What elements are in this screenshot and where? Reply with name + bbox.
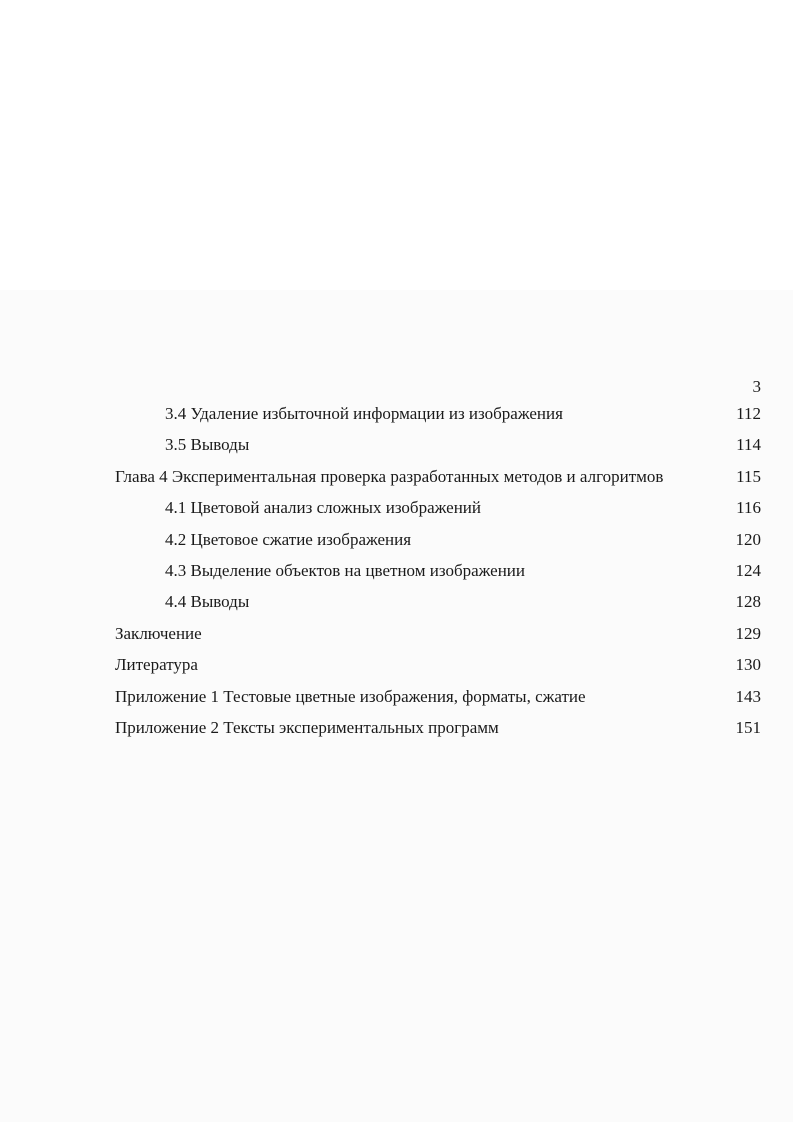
toc-entry-title: 3.4 Удаление избыточной информации из изображения: [165, 404, 563, 423]
toc-entry: [0, 496, 793, 527]
toc-entry-page: 114: [736, 435, 761, 455]
toc-entry-page: 143: [735, 686, 761, 706]
toc-entry-page: 120: [735, 529, 761, 549]
toc-entry-page: 129: [735, 623, 761, 643]
toc-entry: [0, 716, 793, 747]
toc-entry: [0, 528, 793, 559]
toc-entry-title: Глава 4 Экспериментальная проверка разработанных методов и алгоритмов: [115, 466, 664, 486]
toc-entry: [0, 465, 793, 496]
toc-entry-title: 4.2 Цветовое сжатие изображения: [165, 529, 412, 549]
toc-entry-title: 3.5 Выводы: [165, 435, 250, 455]
toc-entry-page: 128: [735, 592, 761, 612]
toc-entry-title: Приложение 1 Тестовые цветные изображения, форматы, сжатие: [115, 686, 586, 706]
toc-entry-page: 151: [735, 717, 761, 737]
toc-entry: [0, 559, 793, 590]
toc-entry: [0, 590, 793, 621]
toc-entry: [0, 433, 793, 464]
toc-entry: [0, 402, 793, 433]
toc-entry-title: Литература: [115, 655, 198, 675]
toc-entry-title: 4.3 Выделение объектов на цветном изображении: [165, 560, 525, 580]
toc-entry: [0, 685, 793, 716]
toc-entry-title: Приложение 2 Тексты экспериментальных программ: [115, 717, 499, 737]
toc-entry-title: 4.1 Цветовой анализ сложных изображений: [165, 498, 481, 518]
toc-entry-page: 116: [736, 498, 761, 518]
toc-entry-page: 124: [735, 560, 761, 580]
toc-entry-page: 130: [735, 655, 761, 675]
page-number: 3: [752, 377, 761, 396]
toc-entry: [0, 622, 793, 653]
toc-entry-title: Заключение: [115, 623, 202, 643]
toc-entry: [0, 653, 793, 684]
toc-entry-title: 4.4 Выводы: [165, 592, 250, 612]
toc-entry-page: 115: [736, 466, 761, 486]
toc-entry-page: 112: [736, 404, 761, 423]
table-of-contents: [0, 402, 793, 747]
